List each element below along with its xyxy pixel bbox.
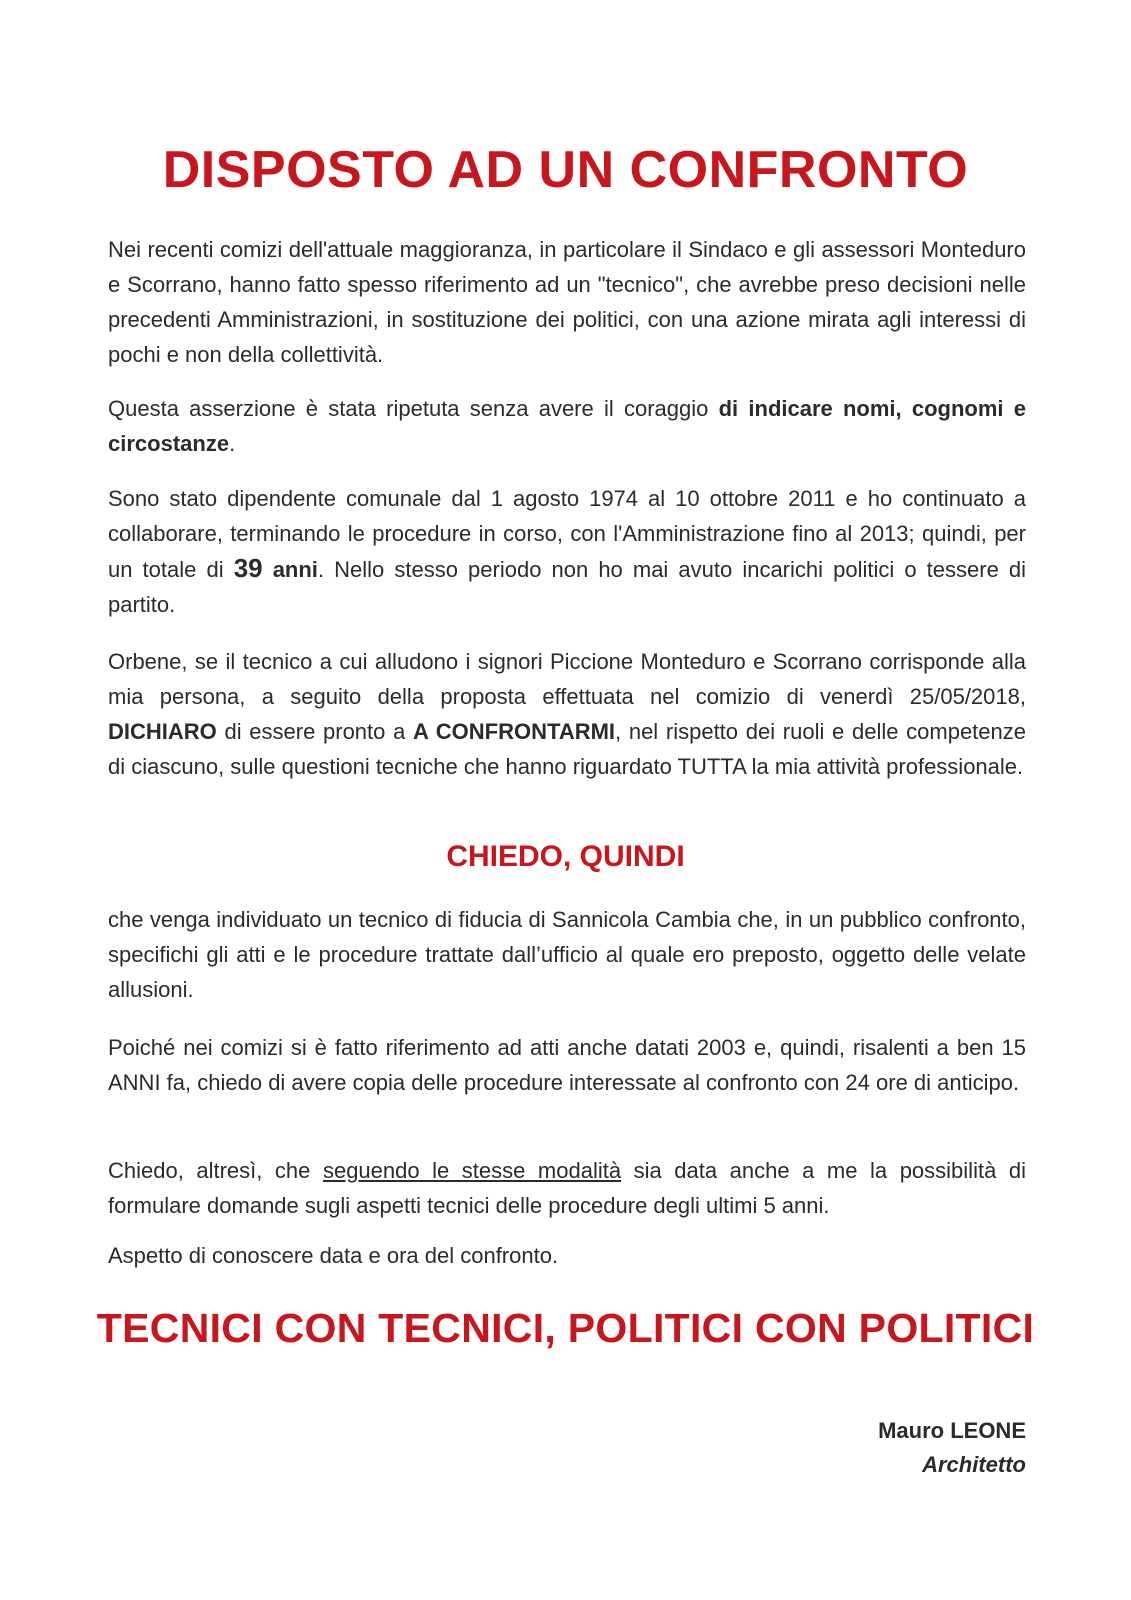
paragraph-assertion: [108, 391, 1026, 461]
paragraph-assertion-end: .: [229, 431, 236, 456]
years-word: anni: [262, 557, 318, 582]
paragraph-declaration: [108, 644, 1026, 784]
paragraph-documents-text: Poiché nei comizi si è fatto riferimento ad atti anche datati 2003 e, quindi, risalenti a ben 15 ANNI fa, chiedo di avere copia delle procedure interessate al confronto con 24 ore di anticipo.: [108, 1035, 1026, 1095]
signature-role: Architetto: [922, 1452, 1026, 1477]
paragraph-questions-text: Chiedo, altresì, che: [108, 1158, 323, 1183]
paragraph-documents: [108, 1030, 1026, 1100]
paragraph-employment: [108, 481, 1026, 622]
paragraph-employment-text: Sono stato dipendente comunale dal 1 agosto 1974 al 10 ottobre 2011 e ho continuato a collaborare, terminando le procedure in corso, con l'Amministrazione fino al 2013; quindi, per un totale di: [108, 486, 1026, 582]
declaration-keyword: DICHIARO: [108, 719, 217, 744]
section-subtitle: CHIEDO, QUINDI: [446, 840, 685, 873]
paragraph-assertion-bold: di indicare nomi, cognomi e circostanze: [108, 396, 1027, 456]
paragraph-declaration-middle: di essere pronto a: [216, 719, 414, 744]
years-number: 39: [233, 553, 263, 583]
motto-heading: TECNICI CON TECNICI, POLITICI CON POLITICI: [96, 1305, 1035, 1351]
paragraph-request-text: che venga individuato un tecnico di fiducia di Sannicola Cambia che, in un pubblico confronto, specifichi gli atti e le procedure trattate dall’ufficio al quale ero preposto, oggetto delle velate allusioni.: [108, 907, 1026, 1002]
underlined-phrase: seguendo le stesse modalità: [322, 1158, 622, 1183]
confront-keyword: A CONFRONTARMI: [413, 719, 616, 744]
paragraph-questions: [108, 1153, 1026, 1223]
signature-name: Mauro LEONE: [878, 1418, 1026, 1443]
paragraph-closing-text: Aspetto di conoscere data e ora del confronto.: [108, 1243, 559, 1268]
paragraph-assertion-text: Questa asserzione è stata ripetuta senza avere il coraggio: [108, 396, 719, 421]
paragraph-questions-end: sia data anche a me la possibilità di formulare domande sugli aspetti tecnici delle procedure degli ultimi 5 anni.: [108, 1158, 1026, 1218]
page-title: DISPOSTO AD UN CONFRONTO: [162, 141, 969, 199]
paragraph-request: [108, 902, 1026, 1007]
paragraph-declaration-text: Orbene, se il tecnico a cui alludono i signori Piccione Monteduro e Scorrano corrisponde alla mia persona, a seguito della proposta effettuata nel comizio di venerdì 25/05/2018,: [108, 649, 1026, 709]
paragraph-closing: [108, 1238, 1026, 1273]
paragraph-declaration-end: , nel rispetto dei ruoli e delle competenze di ciascuno, sulle questioni tecniche che hanno riguardato TUTTA la mia attività professionale.: [108, 719, 1026, 779]
paragraph-intro: [108, 232, 1026, 372]
paragraph-intro-text: Nei recenti comizi dell'attuale maggioranza, in particolare il Sindaco e gli assessori Monteduro e Scorrano, hanno fatto spesso riferimento ad un "tecnico", che avrebbe preso decisioni nelle precedenti Amministrazioni, in sostituzione dei politici, con una azione mirata agli interessi di pochi e non della collettività.: [108, 237, 1026, 367]
paragraph-employment-end: . Nello stesso periodo non ho mai avuto incarichi politici o tessere di partito.: [108, 557, 1027, 617]
